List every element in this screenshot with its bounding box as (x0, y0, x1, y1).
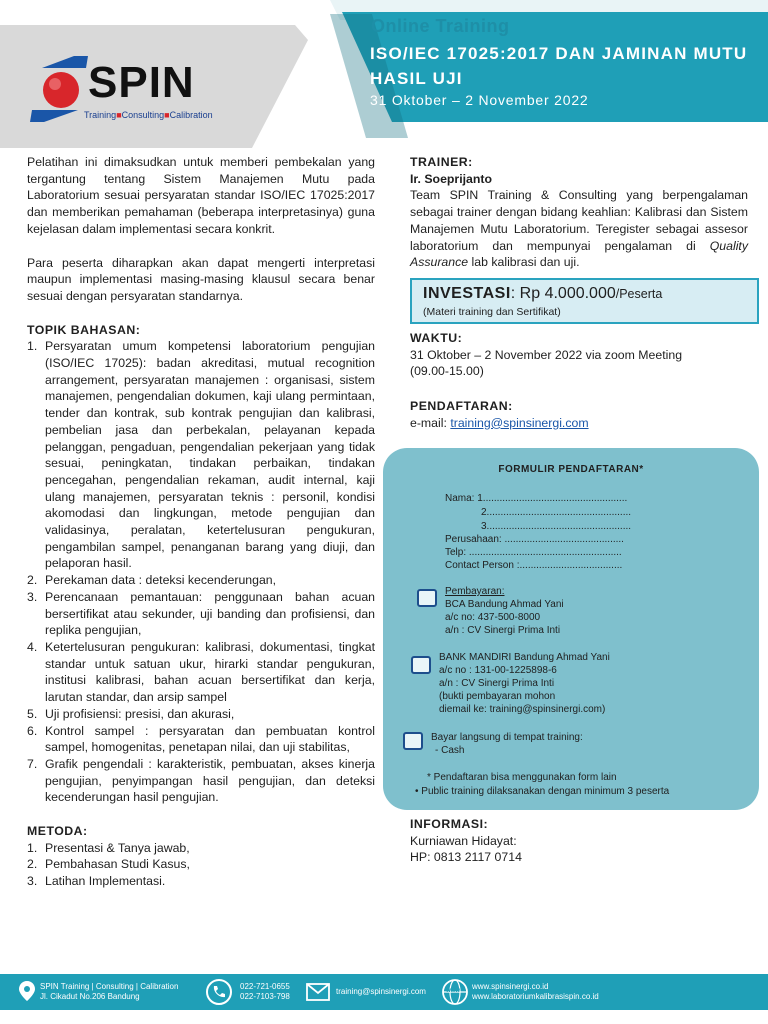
spin-logo (30, 52, 220, 132)
topik-list (27, 338, 375, 806)
trainer-section (410, 154, 748, 271)
form-note-2: • Public training dilaksanakan dengan minimum 3 peserta (415, 786, 670, 797)
form-title: FORMULIR PENDAFTARAN* (498, 464, 644, 475)
list-item: 4. Ketertelusuran pengukuran: kalibrasi, dokumentasi, tingkat standar untuk satuan ukur, hirarki standar pengukuran, institusi kalibrasi, bahan acuan bersertifikat dan kerja, larutan standar, dan arsip sampel (27, 639, 375, 705)
trainer-name: Ir. Soeprijanto (410, 171, 492, 186)
bca-account-name: a/n : CV Sinergi Prima Inti (445, 625, 561, 636)
form-field-contact-person[interactable]: Contact Person :..................................... (445, 560, 623, 571)
header-title: ISO/IEC 17025:2017 DAN JAMINAN MUTU HASIL UJI (370, 44, 748, 88)
form-field-perusahaan[interactable]: Perusahaan: ........................................... (445, 534, 624, 545)
pendaftaran-section (410, 398, 748, 431)
list-item: 1. Presentasi & Tanya jawab, (27, 840, 190, 855)
bca-payment-checkbox[interactable] (417, 589, 437, 607)
form-field-nama-1[interactable]: Nama: 1.................................................... (445, 493, 628, 504)
mandiri-note-1: (bukti pembayaran mohon (439, 691, 556, 702)
waktu-section (410, 330, 748, 380)
footer-bar (0, 974, 768, 1010)
location-pin-icon (18, 980, 36, 1002)
header-kicker: Online Training (371, 16, 510, 36)
footer-address: Jl. Cikadut No.206 Bandung (40, 992, 140, 1001)
intro-paragraph-2: Para peserta diharapkan akan dapat mengerti interpretasi maupun implementasi masing-masing klausul secara benar sesuai dengan persyaratan standarnya. (27, 255, 375, 303)
informasi-phone: HP: 0813 2117 0714 (410, 850, 522, 865)
footer-bottom-strip (0, 1010, 768, 1024)
list-item: 2. Pembahasan Studi Kasus, (27, 857, 190, 872)
cash-label: Bayar langsung di tempat training: (431, 732, 583, 743)
informasi-section (410, 816, 748, 866)
waktu-date: 31 Oktober – 2 November 2022 via zoom Meeting (410, 347, 683, 362)
mandiri-note-2: diemail ke: training@spinsinergi.com) (439, 704, 606, 715)
intro-paragraph-1: Pelatihan ini dimaksudkan untuk memberi pembekalan yang tergantung tentang Sistem Manajemen Mutu pada Laboratorium sesuai persyaratan standar ISO/IEC 17025:2017 dan memberikan pemahaman (beberapa interpretasinya) guna kejelasan dalam implementasi secara konkrit. (27, 155, 375, 236)
phone-icon (206, 979, 232, 1005)
cash-option: - Cash (435, 745, 465, 756)
waktu-heading: WAKTU: (410, 331, 463, 345)
mandiri-bank: BANK MANDIRI Bandung Ahmad Yani (439, 652, 610, 663)
informasi-contact-name: Kurniawan Hidayat: (410, 833, 517, 848)
list-item: 3. Perencanaan pemantauan: penggunaan bahan acuan bersertifikat atau sekunder, uji banding dan profisiensi, dan replika pengujian, (27, 589, 375, 638)
footer-company: SPIN Training | Consulting | Calibration (40, 982, 179, 991)
metoda-list (27, 840, 375, 890)
registration-email-link[interactable]: training@spinsinergi.com (450, 415, 589, 430)
investasi-price-line: INVESTASI: Rp 4.000.000/Peserta (423, 285, 663, 302)
header-date: 31 Oktober – 2 November 2022 (370, 92, 589, 108)
bca-bank: BCA Bandung Ahmad Yani (445, 599, 564, 610)
list-item: 7. Grafik pengendali : karakteristik, pembuatan, akses kinerja pengujian, penyimpangan hasil pengujian, dan deteksi kecenderungan hasil pengujian. (27, 756, 375, 805)
form-note-1: * Pendaftaran bisa menggunakan form lain (427, 772, 617, 783)
mail-icon (306, 983, 330, 1001)
mandiri-payment-checkbox[interactable] (411, 656, 431, 674)
list-item: 5. Uji profisiensi: presisi, dan akurasi, (27, 706, 235, 721)
list-item: 2. Perekaman data : deteksi kecenderungan, (27, 573, 277, 588)
pendaftaran-heading: PENDAFTARAN: (410, 399, 513, 413)
list-item: 3. Latihan Implementasi. (27, 874, 166, 889)
footer-website-1[interactable]: www.spinsinergi.co.id (472, 982, 549, 991)
mandiri-account-name: a/n : CV Sinergi Prima Inti (439, 678, 555, 689)
left-column (27, 154, 375, 890)
investasi-box (410, 278, 759, 324)
pendaftaran-email-line: e-mail: training@spinsinergi.com (410, 415, 589, 430)
trainer-heading: TRAINER: (410, 155, 473, 169)
bca-account: a/c no: 437-500-8000 (445, 612, 541, 623)
www-badge: www (446, 988, 461, 994)
topik-heading: TOPIK BAHASAN: (27, 322, 141, 337)
footer-phone-1: 022-721-0655 (240, 982, 290, 991)
spin-logo-mark-icon (30, 52, 90, 126)
form-field-telp[interactable]: Telp: ....................................................... (445, 547, 622, 558)
cash-payment-checkbox[interactable] (403, 732, 423, 750)
list-item: 6. Kontrol sampel : persyaratan dan pembuatan kontrol sampel, homogenitas, penetapan nilai, dan uji stabilitas, (27, 723, 375, 755)
mandiri-account: a/c no : 131-00-1225898-6 (439, 665, 557, 676)
form-field-nama-2[interactable]: 2.................................................... (481, 507, 632, 518)
form-field-nama-3[interactable]: 3.................................................... (481, 521, 632, 532)
informasi-heading: INFORMASI: (410, 817, 489, 831)
footer-website-2[interactable]: www.laboratoriumkalibrasispin.co.id (472, 992, 599, 1001)
footer-phone-2: 022-7103-798 (240, 992, 290, 1001)
investasi-note: (Materi training dan Sertifikat) (423, 306, 561, 318)
trainer-description: Team SPIN Training & Consulting yang berpengalaman sebagai trainer dengan bidang keahlian: Kalibrasi dan Sistem Manajemen Mutu Laboratorium. Teregister sebagai assesor laboratorium dan mempunyai pengalaman di Quality Assurance lab kalibrasi dan uji. (410, 188, 748, 270)
footer-email[interactable]: training@spinsinergi.com (336, 987, 426, 996)
logo-tagline: Training■Consulting■Calibration (84, 110, 213, 120)
registration-form (383, 448, 759, 810)
list-item: 1. Persyaratan umum kompetensi laboratorium pengujian (ISO/IEC 17025): badan akreditasi, mutual recognition arrangement, persyaratan manajemen : organisasi, sistem manajemen, pengendalian dokumen, kaji ulang permintaan, tender dan kontrak, sub kontrak pengujian dan kalibrasi, pembelian jasa dan perbekalan, pelayanan kepada pelanggan, pengaduan, pengendalian pekerjaan yang tidak sesuai, peningkatan, tindakan perbaikan, tindakan pencegahan, pengendalian rekaman, audit internal, kaji ulang manajemen, persyaratan teknis : personil, kondisi akomodasi dan lingkungan, metode pengujian dan validasinya, peralatan, ketertelusuran pengukuran, pengambilan sampel, penanganan barang yang diuji, dan pelaporan hasil. (27, 339, 375, 571)
waktu-time: (09.00-15.00) (410, 364, 484, 379)
payment-heading: Pembayaran: (445, 586, 505, 597)
logo-wordmark: SPIN (88, 58, 195, 107)
metoda-heading: METODA: (27, 824, 88, 839)
